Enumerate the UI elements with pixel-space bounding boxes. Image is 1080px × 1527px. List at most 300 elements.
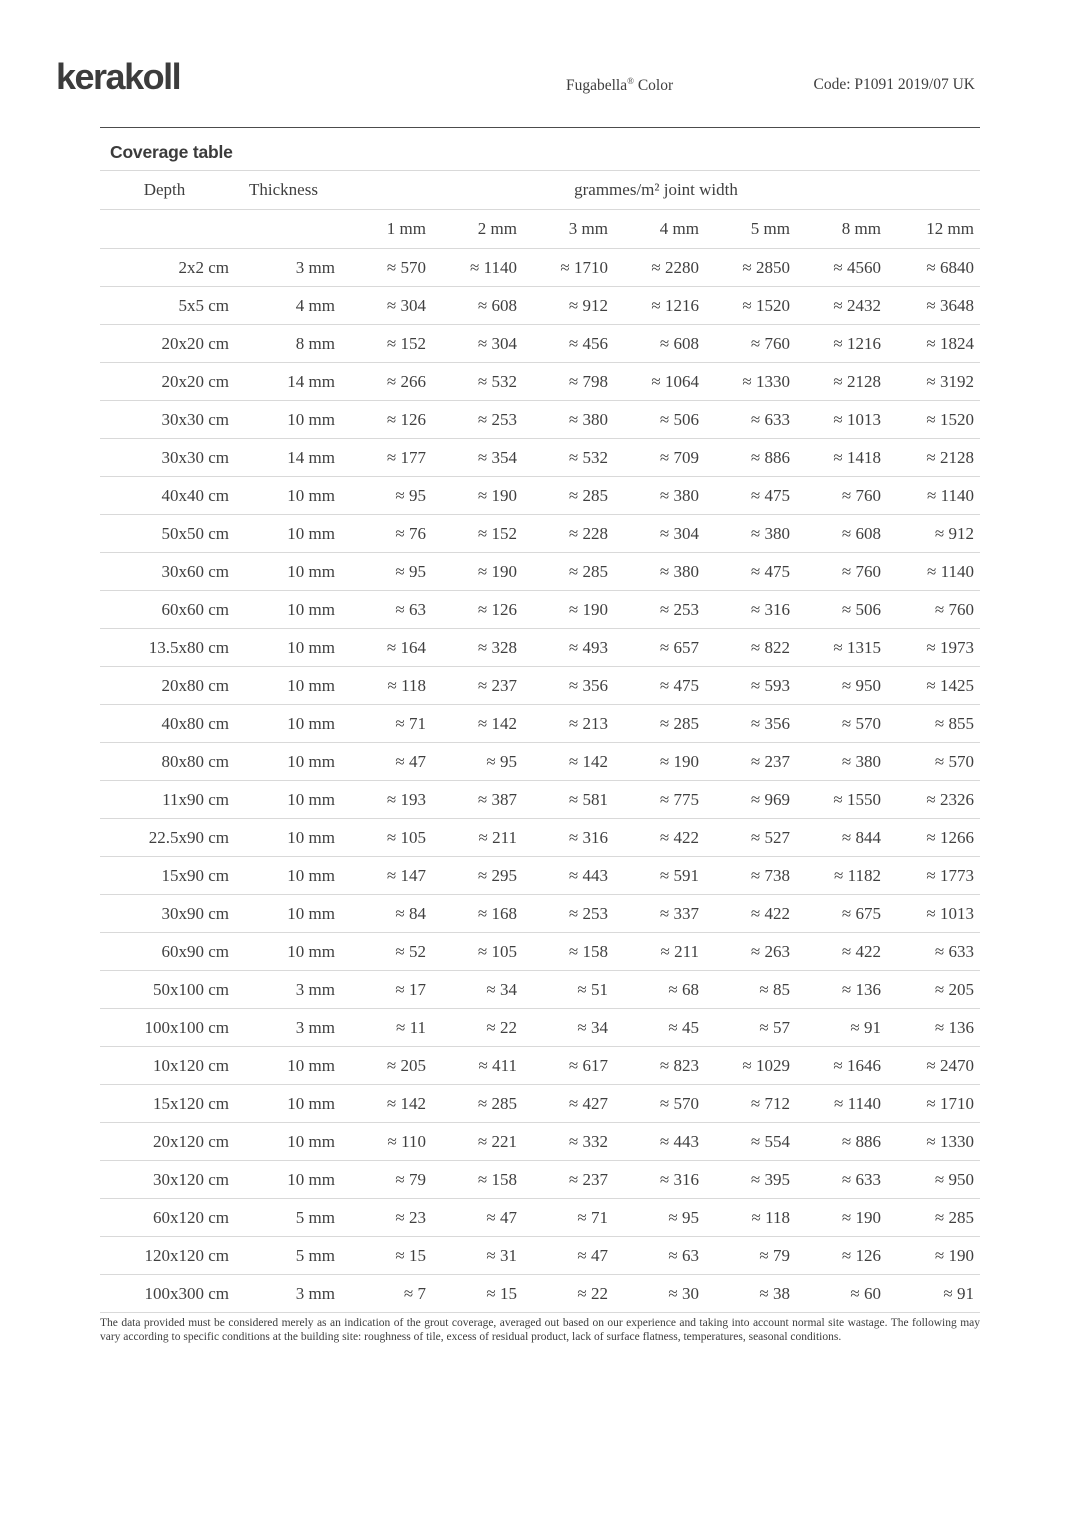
depth-cell: 15x90 cm xyxy=(161,865,229,885)
coverage-value-cell: ≈ 126 xyxy=(386,409,426,429)
coverage-value-cell: ≈ 158 xyxy=(568,941,608,961)
page-title: Coverage table xyxy=(110,142,233,162)
coverage-value-cell: ≈ 1330 xyxy=(926,1131,974,1151)
thickness-cell: 10 mm xyxy=(287,789,335,809)
coverage-value-cell: ≈ 63 xyxy=(668,1245,699,1265)
coverage-value-cell: ≈ 1140 xyxy=(834,1093,881,1113)
coverage-value-cell: ≈ 380 xyxy=(568,409,608,429)
coverage-value-cell: ≈ 886 xyxy=(841,1131,881,1151)
coverage-value-cell: ≈ 316 xyxy=(659,1169,699,1189)
coverage-value-cell: ≈ 285 xyxy=(568,561,608,581)
table-row xyxy=(100,1047,980,1085)
thickness-cell: 10 mm xyxy=(287,827,335,847)
depth-cell: 40x80 cm xyxy=(161,713,229,733)
coverage-value-cell: ≈ 316 xyxy=(568,827,608,847)
depth-cell: 60x60 cm xyxy=(161,599,229,619)
coverage-value-cell: ≈ 1973 xyxy=(926,637,974,657)
depth-cell: 30x120 cm xyxy=(152,1169,229,1189)
coverage-value-cell: ≈ 190 xyxy=(477,561,517,581)
coverage-value-cell: ≈ 2470 xyxy=(926,1055,974,1075)
table-row xyxy=(100,1199,980,1237)
coverage-value-cell: ≈ 285 xyxy=(934,1207,974,1227)
coverage-value-cell: ≈ 190 xyxy=(568,599,608,619)
joint-width-header-8mm: 8 mm xyxy=(841,219,881,238)
joint-width-header-1mm: 1 mm xyxy=(386,219,426,238)
coverage-value-cell: ≈ 177 xyxy=(386,447,426,467)
coverage-value-cell: ≈ 554 xyxy=(750,1131,790,1151)
coverage-value-cell: ≈ 237 xyxy=(568,1169,608,1189)
spacer-cell xyxy=(100,210,232,249)
coverage-value-cell: ≈ 17 xyxy=(395,979,426,999)
coverage-value-cell: ≈ 591 xyxy=(659,865,699,885)
coverage-value-cell: ≈ 1550 xyxy=(833,789,881,809)
coverage-value-cell: ≈ 95 xyxy=(668,1207,699,1227)
coverage-value-cell: ≈ 211 xyxy=(660,941,699,961)
thickness-cell: 10 mm xyxy=(287,1055,335,1075)
coverage-value-cell: ≈ 422 xyxy=(841,941,881,961)
coverage-value-cell: ≈ 506 xyxy=(841,599,881,619)
coverage-value-cell: ≈ 712 xyxy=(750,1093,790,1113)
thickness-cell: 14 mm xyxy=(287,371,335,391)
coverage-value-cell: ≈ 253 xyxy=(659,599,699,619)
coverage-value-cell: ≈ 110 xyxy=(387,1131,426,1151)
thickness-cell: 10 mm xyxy=(287,903,335,923)
coverage-value-cell: ≈ 68 xyxy=(668,979,699,999)
coverage-value-cell: ≈ 411 xyxy=(478,1055,517,1075)
table-subheader-row xyxy=(100,210,980,249)
product-suffix-text: Color xyxy=(633,77,674,95)
coverage-value-cell: ≈ 570 xyxy=(841,713,881,733)
coverage-value-cell: ≈ 475 xyxy=(750,561,790,581)
coverage-value-cell: ≈ 142 xyxy=(386,1093,426,1113)
depth-cell: 60x120 cm xyxy=(152,1207,229,1227)
coverage-value-cell: ≈ 2128 xyxy=(833,371,881,391)
coverage-value-cell: ≈ 126 xyxy=(477,599,517,619)
depth-cell: 11x90 cm xyxy=(162,789,229,809)
coverage-value-cell: ≈ 1646 xyxy=(833,1055,881,1075)
coverage-value-cell: ≈ 1266 xyxy=(926,827,974,847)
spacer-cell xyxy=(232,210,338,249)
coverage-value-cell: ≈ 285 xyxy=(659,713,699,733)
coverage-value-cell: ≈ 570 xyxy=(386,257,426,277)
coverage-value-cell: ≈ 304 xyxy=(659,523,699,543)
coverage-value-cell: ≈ 316 xyxy=(750,599,790,619)
coverage-value-cell: ≈ 84 xyxy=(395,903,426,923)
depth-cell: 30x30 cm xyxy=(161,409,229,429)
coverage-value-cell: ≈ 15 xyxy=(486,1283,517,1303)
coverage-value-cell: ≈ 506 xyxy=(659,409,699,429)
coverage-value-cell: ≈ 1710 xyxy=(560,257,608,277)
thickness-cell: 3 mm xyxy=(295,1017,335,1037)
coverage-value-cell: ≈ 85 xyxy=(759,979,790,999)
thickness-cell: 10 mm xyxy=(287,1131,335,1151)
coverage-value-cell: ≈ 1216 xyxy=(833,333,881,353)
thickness-cell: 10 mm xyxy=(287,675,335,695)
coverage-value-cell: ≈ 1013 xyxy=(833,409,881,429)
depth-cell: 120x120 cm xyxy=(144,1245,229,1265)
depth-cell: 22.5x90 cm xyxy=(148,827,229,847)
coverage-value-cell: ≈ 11 xyxy=(396,1017,426,1037)
depth-cell: 30x90 cm xyxy=(161,903,229,923)
coverage-value-cell: ≈ 738 xyxy=(750,865,790,885)
joint-width-header-3mm: 3 mm xyxy=(568,219,608,238)
thickness-cell: 10 mm xyxy=(287,637,335,657)
coverage-value-cell: ≈ 147 xyxy=(386,865,426,885)
table-row xyxy=(100,1123,980,1161)
thickness-cell: 10 mm xyxy=(287,1169,335,1189)
coverage-value-cell: ≈ 581 xyxy=(568,789,608,809)
coverage-value-cell: ≈ 30 xyxy=(668,1283,699,1303)
coverage-value-cell: ≈ 285 xyxy=(477,1093,517,1113)
coverage-value-cell: ≈ 1064 xyxy=(651,371,699,391)
table-row xyxy=(100,705,980,743)
document-code: Code: P1091 2019/07 UK xyxy=(813,76,975,93)
depth-cell: 20x20 cm xyxy=(161,333,229,353)
thickness-cell: 10 mm xyxy=(287,409,335,429)
table-row xyxy=(100,287,980,325)
coverage-value-cell: ≈ 158 xyxy=(477,1169,517,1189)
coverage-value-cell: ≈ 190 xyxy=(934,1245,974,1265)
coverage-value-cell: ≈ 775 xyxy=(659,789,699,809)
depth-cell: 50x100 cm xyxy=(152,979,229,999)
coverage-value-cell: ≈ 532 xyxy=(568,447,608,467)
coverage-value-cell: ≈ 285 xyxy=(568,485,608,505)
depth-cell: 50x50 cm xyxy=(161,523,229,543)
coverage-value-cell: ≈ 304 xyxy=(477,333,517,353)
depth-cell: 10x120 cm xyxy=(152,1055,229,1075)
depth-cell: 15x120 cm xyxy=(152,1093,229,1113)
coverage-value-cell: ≈ 136 xyxy=(841,979,881,999)
coverage-value-cell: ≈ 2850 xyxy=(742,257,790,277)
header-divider xyxy=(100,127,980,128)
coverage-value-cell: ≈ 91 xyxy=(850,1017,881,1037)
coverage-value-cell: ≈ 22 xyxy=(486,1017,517,1037)
coverage-value-cell: ≈ 45 xyxy=(668,1017,699,1037)
coverage-value-cell: ≈ 1216 xyxy=(651,295,699,315)
thickness-cell: 4 mm xyxy=(295,295,335,315)
coverage-value-cell: ≈ 886 xyxy=(750,447,790,467)
coverage-value-cell: ≈ 1013 xyxy=(926,903,974,923)
depth-cell: 100x100 cm xyxy=(144,1017,229,1037)
coverage-value-cell: ≈ 295 xyxy=(477,865,517,885)
depth-cell: 5x5 cm xyxy=(178,295,229,315)
coverage-value-cell: ≈ 1418 xyxy=(833,447,881,467)
coverage-value-cell: ≈ 332 xyxy=(568,1131,608,1151)
coverage-value-cell: ≈ 1520 xyxy=(926,409,974,429)
coverage-value-cell: ≈ 760 xyxy=(841,485,881,505)
table-row xyxy=(100,1085,980,1123)
coverage-value-cell: ≈ 950 xyxy=(934,1169,974,1189)
coverage-value-cell: ≈ 105 xyxy=(386,827,426,847)
coverage-value-cell: ≈ 118 xyxy=(751,1207,790,1227)
coverage-table xyxy=(100,170,980,1313)
coverage-value-cell: ≈ 675 xyxy=(841,903,881,923)
coverage-value-cell: ≈ 205 xyxy=(934,979,974,999)
coverage-value-cell: ≈ 34 xyxy=(577,1017,608,1037)
coverage-value-cell: ≈ 237 xyxy=(477,675,517,695)
coverage-value-cell: ≈ 6840 xyxy=(926,257,974,277)
table-row xyxy=(100,477,980,515)
coverage-value-cell: ≈ 475 xyxy=(659,675,699,695)
coverage-value-cell: ≈ 380 xyxy=(750,523,790,543)
coverage-value-cell: ≈ 52 xyxy=(395,941,426,961)
joint-width-header-4mm: 4 mm xyxy=(659,219,699,238)
coverage-value-cell: ≈ 1425 xyxy=(926,675,974,695)
table-row xyxy=(100,401,980,439)
coverage-value-cell: ≈ 266 xyxy=(386,371,426,391)
table-row xyxy=(100,781,980,819)
coverage-value-cell: ≈ 760 xyxy=(841,561,881,581)
coverage-value-cell: ≈ 844 xyxy=(841,827,881,847)
coverage-value-cell: ≈ 709 xyxy=(659,447,699,467)
coverage-value-cell: ≈ 142 xyxy=(477,713,517,733)
depth-cell: 13.5x80 cm xyxy=(148,637,229,657)
thickness-cell: 3 mm xyxy=(295,1283,335,1303)
coverage-value-cell: ≈ 633 xyxy=(750,409,790,429)
coverage-value-cell: ≈ 443 xyxy=(568,865,608,885)
coverage-value-cell: ≈ 356 xyxy=(568,675,608,695)
table-row xyxy=(100,819,980,857)
coverage-value-cell: ≈ 23 xyxy=(395,1207,426,1227)
coverage-value-cell: ≈ 263 xyxy=(750,941,790,961)
coverage-value-cell: ≈ 798 xyxy=(568,371,608,391)
depth-cell: 60x90 cm xyxy=(161,941,229,961)
coverage-value-cell: ≈ 221 xyxy=(477,1131,517,1151)
coverage-value-cell: ≈ 912 xyxy=(934,523,974,543)
depth-cell: 40x40 cm xyxy=(161,485,229,505)
depth-cell: 20x20 cm xyxy=(161,371,229,391)
coverage-value-cell: ≈ 2128 xyxy=(926,447,974,467)
coverage-table-body xyxy=(100,249,980,1313)
coverage-value-cell: ≈ 237 xyxy=(750,751,790,771)
table-header-row xyxy=(100,171,980,210)
thickness-cell: 5 mm xyxy=(295,1207,335,1227)
coverage-value-cell: ≈ 617 xyxy=(568,1055,608,1075)
thickness-cell: 10 mm xyxy=(287,751,335,771)
coverage-value-cell: ≈ 1140 xyxy=(927,485,974,505)
coverage-value-cell: ≈ 593 xyxy=(750,675,790,695)
depth-cell: 20x120 cm xyxy=(152,1131,229,1151)
coverage-value-cell: ≈ 253 xyxy=(568,903,608,923)
coverage-value-cell: ≈ 95 xyxy=(486,751,517,771)
coverage-value-cell: ≈ 91 xyxy=(943,1283,974,1303)
coverage-value-cell: ≈ 969 xyxy=(750,789,790,809)
coverage-value-cell: ≈ 190 xyxy=(841,1207,881,1227)
coverage-value-cell: ≈ 950 xyxy=(841,675,881,695)
joint-width-header-12mm: 12 mm xyxy=(926,219,974,238)
coverage-value-cell: ≈ 1029 xyxy=(742,1055,790,1075)
coverage-value-cell: ≈ 633 xyxy=(934,941,974,961)
coverage-value-cell: ≈ 570 xyxy=(934,751,974,771)
table-row xyxy=(100,971,980,1009)
coverage-value-cell: ≈ 7 xyxy=(403,1283,426,1303)
kerakoll-logo: kerakoll xyxy=(56,56,181,97)
coverage-value-cell: ≈ 2326 xyxy=(926,789,974,809)
coverage-value-cell: ≈ 1140 xyxy=(927,561,974,581)
coverage-value-cell: ≈ 823 xyxy=(659,1055,699,1075)
coverage-value-cell: ≈ 205 xyxy=(386,1055,426,1075)
depth-cell: 2x2 cm xyxy=(178,257,229,277)
table-row xyxy=(100,591,980,629)
coverage-value-cell: ≈ 105 xyxy=(477,941,517,961)
coverage-value-cell: ≈ 354 xyxy=(477,447,517,467)
coverage-value-cell: ≈ 47 xyxy=(395,751,426,771)
coverage-value-cell: ≈ 912 xyxy=(568,295,608,315)
thickness-cell: 3 mm xyxy=(295,979,335,999)
coverage-value-cell: ≈ 1520 xyxy=(742,295,790,315)
thickness-column-header: Thickness xyxy=(249,180,318,199)
coverage-value-cell: ≈ 4560 xyxy=(833,257,881,277)
coverage-value-cell: ≈ 38 xyxy=(759,1283,790,1303)
coverage-value-cell: ≈ 190 xyxy=(659,751,699,771)
coverage-value-cell: ≈ 152 xyxy=(477,523,517,543)
coverage-value-cell: ≈ 1140 xyxy=(470,257,517,277)
coverage-value-cell: ≈ 456 xyxy=(568,333,608,353)
depth-cell: 100x300 cm xyxy=(144,1283,229,1303)
coverage-value-cell: ≈ 608 xyxy=(841,523,881,543)
table-row xyxy=(100,363,980,401)
table-row xyxy=(100,667,980,705)
thickness-cell: 10 mm xyxy=(287,561,335,581)
coverage-value-cell: ≈ 15 xyxy=(395,1245,426,1265)
coverage-value-cell: ≈ 95 xyxy=(395,485,426,505)
coverage-value-cell: ≈ 71 xyxy=(577,1207,608,1227)
depth-cell: 80x80 cm xyxy=(161,751,229,771)
coverage-value-cell: ≈ 633 xyxy=(841,1169,881,1189)
coverage-value-cell: ≈ 760 xyxy=(934,599,974,619)
coverage-value-cell: ≈ 380 xyxy=(659,561,699,581)
depth-cell: 30x30 cm xyxy=(161,447,229,467)
coverage-value-cell: ≈ 443 xyxy=(659,1131,699,1151)
coverage-value-cell: ≈ 1710 xyxy=(926,1093,974,1113)
thickness-cell: 10 mm xyxy=(287,713,335,733)
coverage-value-cell: ≈ 118 xyxy=(387,675,426,695)
thickness-cell: 8 mm xyxy=(295,333,335,353)
table-row xyxy=(100,249,980,287)
coverage-value-cell: ≈ 22 xyxy=(577,1283,608,1303)
coverage-value-cell: ≈ 79 xyxy=(395,1169,426,1189)
coverage-value-cell: ≈ 168 xyxy=(477,903,517,923)
table-row xyxy=(100,895,980,933)
coverage-value-cell: ≈ 608 xyxy=(477,295,517,315)
coverage-value-cell: ≈ 1773 xyxy=(926,865,974,885)
coverage-value-cell: ≈ 63 xyxy=(395,599,426,619)
coverage-value-cell: ≈ 142 xyxy=(568,751,608,771)
coverage-value-cell: ≈ 47 xyxy=(577,1245,608,1265)
table-row xyxy=(100,629,980,667)
coverage-value-cell: ≈ 822 xyxy=(750,637,790,657)
coverage-value-cell: ≈ 71 xyxy=(395,713,426,733)
thickness-cell: 10 mm xyxy=(287,941,335,961)
depth-cell: 20x80 cm xyxy=(161,675,229,695)
coverage-value-cell: ≈ 493 xyxy=(568,637,608,657)
coverage-value-cell: ≈ 1182 xyxy=(834,865,881,885)
coverage-value-cell: ≈ 427 xyxy=(568,1093,608,1113)
coverage-value-cell: ≈ 532 xyxy=(477,371,517,391)
table-row xyxy=(100,439,980,477)
coverage-value-cell: ≈ 422 xyxy=(659,827,699,847)
coverage-value-cell: ≈ 3192 xyxy=(926,371,974,391)
coverage-value-cell: ≈ 855 xyxy=(934,713,974,733)
thickness-cell: 10 mm xyxy=(287,599,335,619)
coverage-value-cell: ≈ 337 xyxy=(659,903,699,923)
coverage-value-cell: ≈ 760 xyxy=(750,333,790,353)
depth-cell: 30x60 cm xyxy=(161,561,229,581)
thickness-cell: 3 mm xyxy=(295,257,335,277)
product-name xyxy=(566,76,673,95)
coverage-value-cell: ≈ 2432 xyxy=(833,295,881,315)
thickness-cell: 5 mm xyxy=(295,1245,335,1265)
coverage-value-cell: ≈ 1824 xyxy=(926,333,974,353)
table-row xyxy=(100,515,980,553)
footnote-text: The data provided must be considered merely as an indication of the grout coverage, averaged out based on our experience and taking into account normal site wastage. The following may vary according to specific conditions at the building site: roughness of tile, excess of residual product, lack of surface flatness, temperatures, seasonal conditions. xyxy=(100,1317,980,1343)
product-name-text: Fugabella xyxy=(566,77,628,95)
thickness-cell: 10 mm xyxy=(287,1093,335,1113)
coverage-value-cell: ≈ 51 xyxy=(577,979,608,999)
coverage-value-cell: ≈ 31 xyxy=(486,1245,517,1265)
coverage-value-cell: ≈ 213 xyxy=(568,713,608,733)
coverage-value-cell: ≈ 193 xyxy=(386,789,426,809)
coverage-value-cell: ≈ 60 xyxy=(850,1283,881,1303)
coverage-value-cell: ≈ 2280 xyxy=(651,257,699,277)
coverage-value-cell: ≈ 527 xyxy=(750,827,790,847)
coverage-value-cell: ≈ 164 xyxy=(386,637,426,657)
coverage-value-cell: ≈ 1330 xyxy=(742,371,790,391)
coverage-value-cell: ≈ 380 xyxy=(841,751,881,771)
coverage-value-cell: ≈ 380 xyxy=(659,485,699,505)
coverage-value-cell: ≈ 1315 xyxy=(833,637,881,657)
thickness-cell: 10 mm xyxy=(287,523,335,543)
coverage-value-cell: ≈ 95 xyxy=(395,561,426,581)
table-row xyxy=(100,1275,980,1313)
joint-width-group-header: grammes/m² joint width xyxy=(574,180,738,199)
table-row xyxy=(100,743,980,781)
coverage-value-cell: ≈ 76 xyxy=(395,523,426,543)
coverage-value-cell: ≈ 34 xyxy=(486,979,517,999)
coverage-value-cell: ≈ 657 xyxy=(659,637,699,657)
coverage-value-cell: ≈ 608 xyxy=(659,333,699,353)
table-row xyxy=(100,933,980,971)
table-row xyxy=(100,857,980,895)
coverage-value-cell: ≈ 79 xyxy=(759,1245,790,1265)
table-row xyxy=(100,325,980,363)
coverage-value-cell: ≈ 136 xyxy=(934,1017,974,1037)
coverage-value-cell: ≈ 475 xyxy=(750,485,790,505)
coverage-value-cell: ≈ 152 xyxy=(386,333,426,353)
joint-width-header-2mm: 2 mm xyxy=(477,219,517,238)
coverage-value-cell: ≈ 126 xyxy=(841,1245,881,1265)
joint-width-header-5mm: 5 mm xyxy=(750,219,790,238)
coverage-value-cell: ≈ 47 xyxy=(486,1207,517,1227)
coverage-value-cell: ≈ 328 xyxy=(477,637,517,657)
coverage-value-cell: ≈ 422 xyxy=(750,903,790,923)
table-row xyxy=(100,1237,980,1275)
coverage-value-cell: ≈ 395 xyxy=(750,1169,790,1189)
coverage-value-cell: ≈ 211 xyxy=(478,827,517,847)
coverage-value-cell: ≈ 253 xyxy=(477,409,517,429)
depth-column-header: Depth xyxy=(143,180,186,199)
coverage-value-cell: ≈ 356 xyxy=(750,713,790,733)
table-row xyxy=(100,553,980,591)
table-row xyxy=(100,1009,980,1047)
table-row xyxy=(100,1161,980,1199)
coverage-value-cell: ≈ 190 xyxy=(477,485,517,505)
registered-trademark-mark: ® xyxy=(627,76,634,86)
coverage-value-cell: ≈ 3648 xyxy=(926,295,974,315)
coverage-value-cell: ≈ 57 xyxy=(759,1017,790,1037)
coverage-value-cell: ≈ 228 xyxy=(568,523,608,543)
thickness-cell: 14 mm xyxy=(287,447,335,467)
